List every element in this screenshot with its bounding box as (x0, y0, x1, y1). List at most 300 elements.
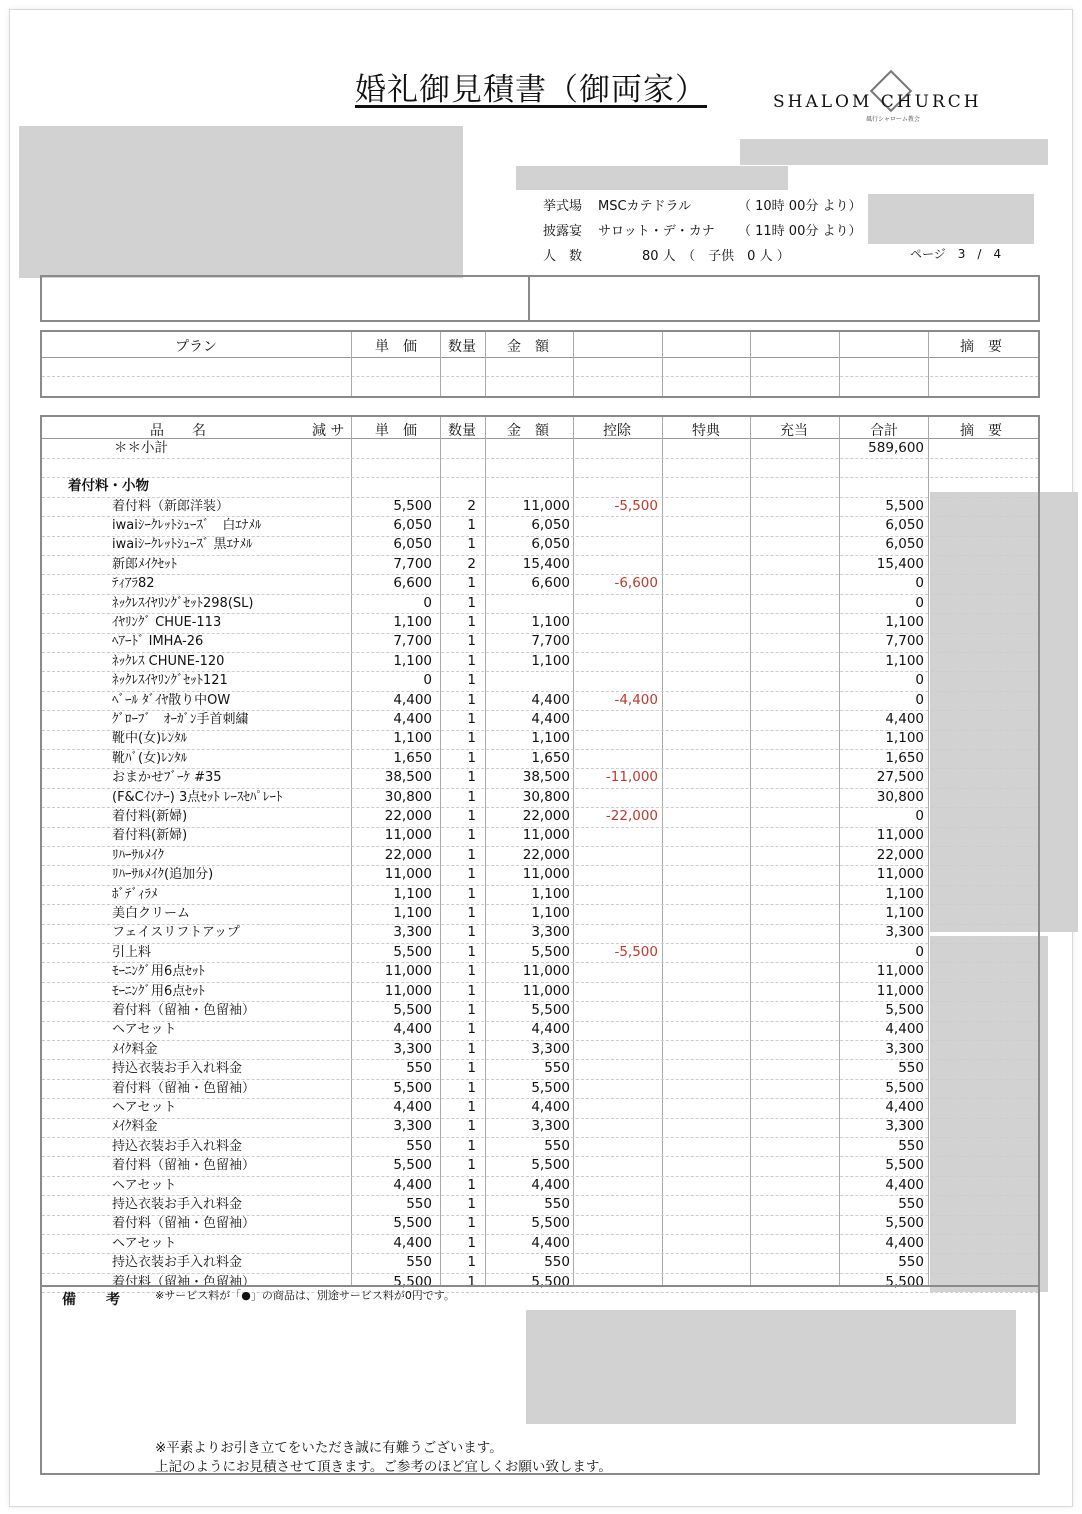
item-price: 22,000 (384, 807, 432, 824)
item-amount: 3,300 (531, 924, 570, 941)
table-row (42, 749, 1038, 768)
item-qty: 1 (467, 963, 476, 980)
item-deduction: -6,600 (614, 575, 658, 592)
item-price: 550 (406, 1195, 432, 1212)
item-price: 7,700 (393, 555, 432, 572)
item-deduction: -5,500 (614, 497, 658, 514)
item-total: 550 (898, 1195, 924, 1212)
item-price: 11,000 (384, 827, 432, 844)
item-qty: 1 (467, 633, 476, 650)
item-amount: 22,000 (522, 846, 570, 863)
section-title: 着付料・小物 (68, 478, 149, 494)
item-amount: 15,400 (522, 555, 570, 572)
item-amount: 3,300 (531, 1118, 570, 1135)
table-row (42, 1059, 1038, 1078)
plan-header-line (42, 357, 1038, 358)
item-total: 5,500 (885, 1001, 924, 1018)
table-row (42, 1234, 1038, 1253)
item-name: ヘアセット (112, 1099, 177, 1115)
item-price: 5,500 (393, 1273, 432, 1290)
item-total: 7,700 (885, 633, 924, 650)
table-row (42, 846, 1038, 865)
items-header-total: 合計 (870, 423, 898, 439)
item-qty: 1 (467, 807, 476, 824)
item-total: 11,000 (876, 866, 924, 883)
item-amount: 1,100 (531, 613, 570, 630)
item-qty: 1 (467, 827, 476, 844)
table-row (42, 1117, 1038, 1136)
item-name: ﾓｰﾆﾝｸﾞ用6点ｾｯﾄ (112, 964, 205, 980)
item-name: 新郎ﾒｲｸｾｯﾄ (112, 556, 178, 572)
table-row (42, 807, 1038, 826)
item-amount: 22,000 (522, 807, 570, 824)
item-price: 1,650 (393, 749, 432, 766)
item-amount: 11,000 (522, 827, 570, 844)
item-qty: 1 (467, 710, 476, 727)
item-name: 着付料(新婦) (112, 808, 188, 824)
item-amount: 1,100 (531, 885, 570, 902)
table-row (42, 768, 1038, 787)
item-price: 5,500 (393, 1001, 432, 1018)
redacted-block (19, 126, 463, 278)
table-row (42, 865, 1038, 884)
reception-time: （ 11時 00分 より） (738, 224, 862, 239)
item-qty: 1 (467, 1001, 476, 1018)
item-price: 22,000 (384, 846, 432, 863)
subtotal-total: 589,600 (868, 440, 924, 456)
item-name: ﾃｨｱﾗ82 (112, 576, 155, 592)
item-total: 0 (915, 691, 924, 708)
item-deduction: -22,000 (605, 807, 658, 824)
item-name: iwaiｼｰｸﾚｯﾄｼｭｰｽﾞ 白ｴﾅﾒﾙ (112, 517, 262, 533)
plan-header-amount: 金 額 (507, 339, 549, 355)
item-amount: 1,100 (531, 904, 570, 921)
table-row (42, 1020, 1038, 1039)
item-amount: 6,050 (531, 536, 570, 553)
guests-value: 80 人 （ 子供 0 人 ） (642, 249, 790, 264)
item-name: 持込衣装お手入れ料金 (112, 1061, 243, 1077)
item-qty: 1 (467, 866, 476, 883)
item-amount: 4,400 (531, 710, 570, 727)
item-name: 着付料（留袖・色留袖） (112, 1158, 256, 1174)
item-total: 0 (915, 575, 924, 592)
item-name: (F&Cｲﾝﾅｰ) 3点ｾｯﾄ ﾚｰｽｾﾊﾟﾚｰﾄ (112, 789, 283, 805)
item-qty: 1 (467, 885, 476, 902)
table-row (42, 1176, 1038, 1195)
item-price: 11,000 (384, 866, 432, 883)
item-price: 4,400 (393, 1098, 432, 1115)
table-row (42, 632, 1038, 651)
item-total: 30,800 (876, 788, 924, 805)
item-total: 0 (915, 943, 924, 960)
item-total: 4,400 (885, 710, 924, 727)
table-row (42, 885, 1038, 904)
reception-venue: サロット・デ・カナ (598, 224, 715, 239)
item-qty: 1 (467, 1079, 476, 1096)
item-name: iwaiｼｰｸﾚｯﾄｼｭｰｽﾞ 黒ｴﾅﾒﾙ (112, 537, 253, 553)
table-row (42, 574, 1038, 593)
item-deduction: -5,500 (614, 943, 658, 960)
item-amount: 4,400 (531, 1098, 570, 1115)
table-row (42, 1137, 1038, 1156)
item-total: 6,050 (885, 516, 924, 533)
item-total: 11,000 (876, 982, 924, 999)
item-amount: 11,000 (522, 866, 570, 883)
item-name: ｲﾔﾘﾝｸﾞ CHUE-113 (112, 614, 222, 630)
item-total: 1,100 (885, 652, 924, 669)
item-amount: 7,700 (531, 633, 570, 650)
item-qty: 1 (467, 1040, 476, 1057)
item-price: 4,400 (393, 691, 432, 708)
item-total: 0 (915, 672, 924, 689)
plan-column-divider (351, 332, 352, 396)
item-total: 550 (898, 1254, 924, 1271)
item-total: 22,000 (876, 846, 924, 863)
item-name: フェイスリフトアップ (112, 925, 240, 941)
item-name: ﾈｯｸﾚｽｲﾔﾘﾝｸﾞｾｯﾄ121 (112, 673, 228, 689)
item-name: ヘアセット (112, 1235, 177, 1251)
plan-column-divider (662, 332, 663, 396)
table-row (42, 788, 1038, 807)
item-name: 靴ﾊﾞ(女)ﾚﾝﾀﾙ (112, 750, 188, 766)
item-amount: 550 (544, 1195, 570, 1212)
table-row (42, 1001, 1038, 1020)
item-qty: 1 (467, 516, 476, 533)
item-price: 30,800 (384, 788, 432, 805)
item-name: ﾘﾊｰｻﾙﾒｲｸ (112, 847, 164, 863)
item-name: 持込衣装お手入れ料金 (112, 1138, 243, 1154)
table-row (42, 1195, 1038, 1214)
item-qty: 1 (467, 769, 476, 786)
item-amount: 5,500 (531, 1157, 570, 1174)
table-row (42, 535, 1038, 554)
ceremony-venue: MSCカテドラル (598, 199, 692, 214)
item-name: 着付料（新郎洋装） (112, 498, 230, 514)
item-qty: 1 (467, 1060, 476, 1077)
item-name: 着付料（留袖・色留袖） (112, 1274, 256, 1290)
subtotal-label: ＊＊小計 (114, 440, 168, 456)
plan-column-divider (485, 332, 486, 396)
table-row (42, 904, 1038, 923)
item-name: 美白クリーム (112, 905, 191, 921)
item-amount: 4,400 (531, 1176, 570, 1193)
item-name: 着付料(新婦) (112, 828, 188, 844)
item-qty: 1 (467, 982, 476, 999)
item-qty: 1 (467, 536, 476, 553)
item-name: 引上料 (112, 944, 152, 960)
table-row (42, 1040, 1038, 1059)
item-name: ﾘﾊｰｻﾙﾒｲｸ(追加分) (112, 867, 214, 883)
item-qty: 1 (467, 613, 476, 630)
item-name: ﾓｰﾆﾝｸﾞ用6点ｾｯﾄ (112, 983, 205, 999)
item-qty: 1 (467, 1234, 476, 1251)
item-total: 5,500 (885, 1273, 924, 1290)
table-row (42, 1253, 1038, 1272)
remarks-label: 備 考 (62, 1292, 128, 1308)
item-total: 27,500 (876, 769, 924, 786)
item-name: ヘアセット (112, 1177, 177, 1193)
items-header-deduction: 控除 (603, 423, 631, 439)
item-name: 靴中(女)ﾚﾝﾀﾙ (112, 731, 188, 747)
item-amount: 1,100 (531, 730, 570, 747)
item-amount: 38,500 (522, 769, 570, 786)
item-total: 15,400 (876, 555, 924, 572)
plan-header-plan: プラン (175, 339, 217, 355)
item-total: 550 (898, 1060, 924, 1077)
item-name: 着付料（留袖・色留袖） (112, 1080, 256, 1096)
item-price: 4,400 (393, 710, 432, 727)
plan-header-qty: 数量 (448, 339, 476, 355)
item-amount: 550 (544, 1137, 570, 1154)
items-header-bonus: 特典 (692, 423, 720, 439)
item-qty: 1 (467, 924, 476, 941)
item-qty: 1 (467, 1137, 476, 1154)
item-qty: 1 (467, 1118, 476, 1135)
item-price: 1,100 (393, 652, 432, 669)
item-name: ﾍｱｰﾄﾞ IMHA-26 (112, 634, 204, 650)
item-price: 4,400 (393, 1176, 432, 1193)
ceremony-label: 挙式場 (543, 199, 583, 214)
table-row (42, 555, 1038, 574)
item-amount: 550 (544, 1060, 570, 1077)
subtotal-row (42, 439, 1038, 458)
plan-column-divider (839, 332, 840, 396)
items-header-price: 単 価 (375, 423, 417, 439)
table-row (42, 613, 1038, 632)
item-amount: 4,400 (531, 1234, 570, 1251)
item-qty: 1 (467, 1273, 476, 1290)
table-row (42, 1156, 1038, 1175)
item-deduction: -11,000 (605, 769, 658, 786)
item-price: 4,400 (393, 1234, 432, 1251)
item-price: 1,100 (393, 885, 432, 902)
items-header-note: 摘 要 (960, 423, 1002, 439)
table-row (42, 497, 1038, 516)
item-qty: 1 (467, 672, 476, 689)
item-qty: 1 (467, 575, 476, 592)
table-row (42, 671, 1038, 690)
item-name: ﾈｯｸﾚｽｲﾔﾘﾝｸﾞｾｯﾄ298(SL) (112, 595, 254, 611)
guests-label: 人 数 (543, 249, 583, 264)
table-row (42, 923, 1038, 942)
table-row (42, 516, 1038, 535)
item-name: 持込衣装お手入れ料金 (112, 1255, 243, 1271)
item-amount: 6,050 (531, 516, 570, 533)
plan-column-divider (440, 332, 441, 396)
item-name: 持込衣装お手入れ料金 (112, 1196, 243, 1212)
plan-column-divider (750, 332, 751, 396)
table-row (42, 982, 1038, 1001)
item-name: ｸﾞﾛｰﾌﾞ ｵｰｶﾞﾝ手首刺繍 (112, 711, 249, 727)
item-price: 5,500 (393, 497, 432, 514)
page-number: ページ 3 / 4 (910, 247, 1002, 261)
item-qty: 1 (467, 691, 476, 708)
redacted-block (868, 194, 1034, 244)
table-row (42, 594, 1038, 613)
item-name: ﾍﾞｰﾙ ﾀﾞｲﾔ散り中OW (112, 692, 231, 708)
table-row (42, 943, 1038, 962)
items-header-qty: 数量 (448, 423, 476, 439)
item-total: 1,100 (885, 904, 924, 921)
item-amount: 5,500 (531, 1215, 570, 1232)
item-qty: 1 (467, 1195, 476, 1212)
redacted-block (740, 139, 1048, 165)
item-qty: 1 (467, 943, 476, 960)
item-price: 0 (423, 594, 432, 611)
item-total: 1,100 (885, 885, 924, 902)
closing-line-2: 上記のようにお見積させて頂きます。ご参考のほど宜しくお願い致します。 (155, 1459, 612, 1475)
item-qty: 1 (467, 652, 476, 669)
item-amount: 1,650 (531, 749, 570, 766)
item-price: 6,050 (393, 516, 432, 533)
table-row (42, 962, 1038, 981)
item-price: 11,000 (384, 982, 432, 999)
item-amount: 5,500 (531, 1273, 570, 1290)
item-total: 3,300 (885, 1040, 924, 1057)
item-total: 3,300 (885, 924, 924, 941)
table-row (42, 1098, 1038, 1117)
item-qty: 2 (467, 497, 476, 514)
plan-column-divider (928, 332, 929, 396)
item-price: 3,300 (393, 924, 432, 941)
item-price: 38,500 (384, 769, 432, 786)
item-price: 1,100 (393, 730, 432, 747)
item-amount: 5,500 (531, 1079, 570, 1096)
item-price: 550 (406, 1254, 432, 1271)
item-qty: 1 (467, 904, 476, 921)
item-total: 3,300 (885, 1118, 924, 1135)
church-logo-text: SHALOM CHURCH (773, 92, 982, 112)
item-price: 1,100 (393, 904, 432, 921)
item-qty: 1 (467, 594, 476, 611)
item-total: 4,400 (885, 1234, 924, 1251)
item-name: ﾒｲｸ料金 (112, 1041, 158, 1057)
item-amount: 11,000 (522, 963, 570, 980)
item-qty: 2 (467, 555, 476, 572)
item-name: 着付料（留袖・色留袖） (112, 1216, 256, 1232)
item-total: 5,500 (885, 497, 924, 514)
item-name: おまかせﾌﾞｰｹ #35 (112, 770, 222, 786)
item-qty: 1 (467, 730, 476, 747)
item-amount: 4,400 (531, 1021, 570, 1038)
redacted-block (516, 166, 788, 190)
item-total: 1,100 (885, 613, 924, 630)
item-amount: 5,500 (531, 1001, 570, 1018)
items-header-name: 品 名 (150, 423, 206, 439)
item-qty: 1 (467, 788, 476, 805)
item-name: 着付料（留袖・色留袖） (112, 1002, 256, 1018)
item-total: 0 (915, 807, 924, 824)
item-amount: 1,100 (531, 652, 570, 669)
item-amount: 5,500 (531, 943, 570, 960)
item-total: 5,500 (885, 1157, 924, 1174)
closing-line-1: ※平素よりお引き立てをいただき誠に有難うございます。 (155, 1440, 503, 1456)
item-qty: 1 (467, 846, 476, 863)
plan-row-line (42, 376, 1038, 377)
table-row (42, 710, 1038, 729)
item-total: 4,400 (885, 1098, 924, 1115)
item-name: ﾎﾞﾃﾞｨﾗﾒ (112, 886, 158, 902)
remarks-note: ※サービス料が「●」の商品は、別途サービス料が0円です。 (155, 1289, 455, 1302)
items-header-allocation: 充当 (780, 423, 808, 439)
table-row (42, 729, 1038, 748)
item-total: 4,400 (885, 1176, 924, 1193)
item-price: 7,700 (393, 633, 432, 650)
table-row (42, 691, 1038, 710)
item-amount: 6,600 (531, 575, 570, 592)
church-logo-subtext: 風行シャローム教会 (866, 116, 920, 123)
item-total: 4,400 (885, 1021, 924, 1038)
item-amount: 550 (544, 1254, 570, 1271)
item-total: 6,050 (885, 536, 924, 553)
item-amount: 11,000 (522, 982, 570, 999)
item-price: 5,500 (393, 943, 432, 960)
item-qty: 1 (467, 1098, 476, 1115)
items-header-amount: 金 額 (507, 423, 549, 439)
item-total: 5,500 (885, 1079, 924, 1096)
items-header-discount-flag: 減 サ (312, 423, 345, 439)
item-total: 550 (898, 1137, 924, 1154)
item-price: 11,000 (384, 963, 432, 980)
item-price: 5,500 (393, 1157, 432, 1174)
table-row (42, 652, 1038, 671)
item-total: 1,100 (885, 730, 924, 747)
item-price: 4,400 (393, 1021, 432, 1038)
section-title-row (42, 477, 1038, 496)
item-qty: 1 (467, 1215, 476, 1232)
table-row (42, 1079, 1038, 1098)
item-qty: 1 (467, 749, 476, 766)
item-price: 550 (406, 1137, 432, 1154)
table-row (42, 826, 1038, 845)
item-name: ﾒｲｸ料金 (112, 1119, 158, 1135)
item-qty: 1 (467, 1021, 476, 1038)
item-price: 550 (406, 1060, 432, 1077)
item-price: 3,300 (393, 1118, 432, 1135)
item-total: 11,000 (876, 963, 924, 980)
item-deduction: -4,400 (614, 691, 658, 708)
item-price: 6,050 (393, 536, 432, 553)
item-amount: 3,300 (531, 1040, 570, 1057)
item-qty: 1 (467, 1254, 476, 1271)
item-total: 5,500 (885, 1215, 924, 1232)
table-row (42, 1214, 1038, 1233)
plan-header-price: 単 価 (375, 339, 417, 355)
item-amount: 4,400 (531, 691, 570, 708)
document-title: 婚礼御見積書（御両家） (355, 72, 707, 108)
item-amount: 11,000 (522, 497, 570, 514)
item-total: 11,000 (876, 827, 924, 844)
item-qty: 1 (467, 1176, 476, 1193)
item-name: ヘアセット (112, 1022, 177, 1038)
item-price: 6,600 (393, 575, 432, 592)
item-total: 0 (915, 594, 924, 611)
item-qty: 1 (467, 1157, 476, 1174)
item-price: 3,300 (393, 1040, 432, 1057)
plan-column-divider (573, 332, 574, 396)
item-price: 5,500 (393, 1215, 432, 1232)
address-box (40, 275, 1040, 322)
address-divider (528, 277, 530, 320)
item-price: 1,100 (393, 613, 432, 630)
item-price: 5,500 (393, 1079, 432, 1096)
item-total: 1,650 (885, 749, 924, 766)
item-price: 0 (423, 672, 432, 689)
ceremony-time: （ 10時 00分 より） (738, 199, 862, 214)
item-amount: 30,800 (522, 788, 570, 805)
item-name: ﾈｯｸﾚｽ CHUNE-120 (112, 653, 225, 669)
plan-header-note: 摘 要 (960, 339, 1002, 355)
